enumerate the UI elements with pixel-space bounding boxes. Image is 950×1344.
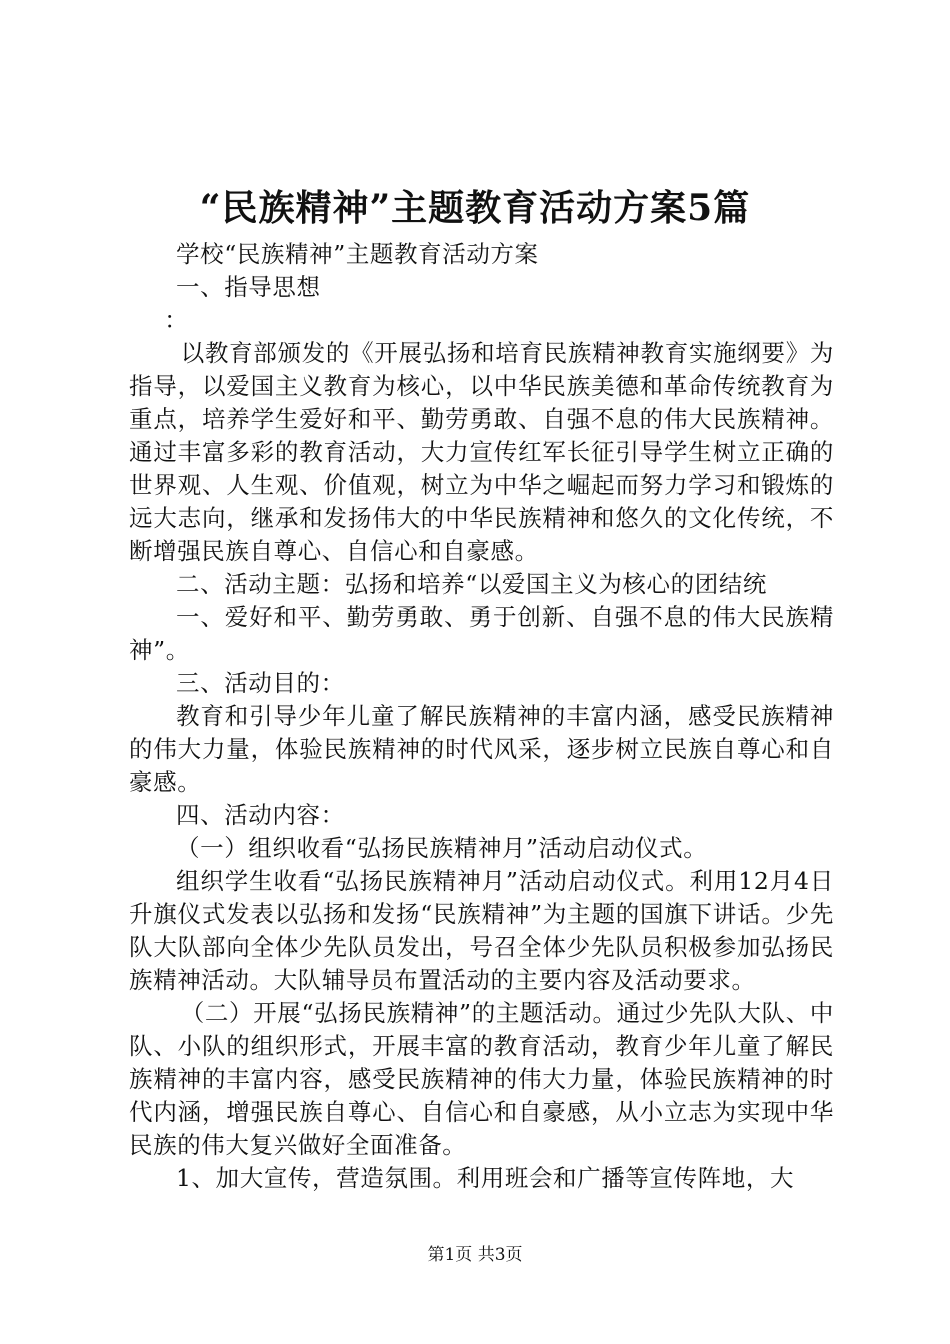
paragraph-heading-content: 四、活动内容： <box>176 801 345 829</box>
paragraph-heading-purpose: 三、活动目的： <box>176 669 345 697</box>
paragraph-guiding-thought-body: 以教育部颁发的《开展弘扬和培育民族精神教育实施纲要》为指导，以爱国主义教育为核心，以中华民族美德和革命传统教育为重点，培养学生爱好和平、勤劳勇敢、自强不息的伟大民族精神。通过丰富多彩的教育活动，大力宣传红军长征引导学生树立正确的世界观、人生观、价值观，树立为中华之崛起而努力学习和锻炼的远大志向，继承和发扬伟大的中华民族精神和悠久的文化传统，不断增强民族自尊心、自信心和自豪感。 <box>129 339 834 565</box>
paragraph-content-item-1-body: 组织学生收看“弘扬民族精神月”活动启动仪式。利用12月4日升旗仪式发表以弘扬和发扬“民族精神”为主题的国旗下讲话。少先队大队部向全体少先队员发出，号召全体少先队员积极参加弘扬民族精神活动。大队辅导员布置活动的主要内容及活动要求。 <box>129 867 834 994</box>
paragraph-content-item-2-point-1: 1、加大宣传，营造氛围。利用班会和广播等宣传阵地，大 <box>176 1164 795 1192</box>
paragraph-heading-guiding-thought: 一、指导思想 <box>176 273 321 301</box>
paragraph-content-item-1: （一）组织收看“弘扬民族精神月”活动启动仪式。 <box>176 834 708 862</box>
paragraph-theme-continued: 一、爱好和平、勤劳勇敢、勇于创新、自强不息的伟大民族精神”。 <box>129 603 834 664</box>
paragraph-colon: ： <box>164 306 189 334</box>
paragraph-subtitle: 学校“民族精神”主题教育活动方案 <box>176 240 539 268</box>
paragraph-purpose-body: 教育和引导少年儿童了解民族精神的丰富内涵，感受民族精神的伟大力量，体验民族精神的时代风采，逐步树立民族自尊心和自豪感。 <box>129 702 834 796</box>
document-title: “民族精神”主题教育活动方案5篇 <box>199 187 751 229</box>
paragraph-content-item-2: （二）开展“弘扬民族精神”的主题活动。通过少先队大队、中队、小队的组织形式，开展丰富的教育活动，教育少年儿童了解民族精神的丰富内容，感受民族精神的伟大力量，体验民族精神的时代内涵，增强民族自尊心、自信心和自豪感，从小立志为实现中华民族的伟大复兴做好全面准备。 <box>129 999 834 1159</box>
document-body <box>129 238 834 1195</box>
page-number-footer: 第1页 共3页 <box>427 1245 523 1265</box>
paragraph-heading-theme: 二、活动主题：弘扬和培养“以爱国主义为核心的团结统 <box>176 570 768 598</box>
